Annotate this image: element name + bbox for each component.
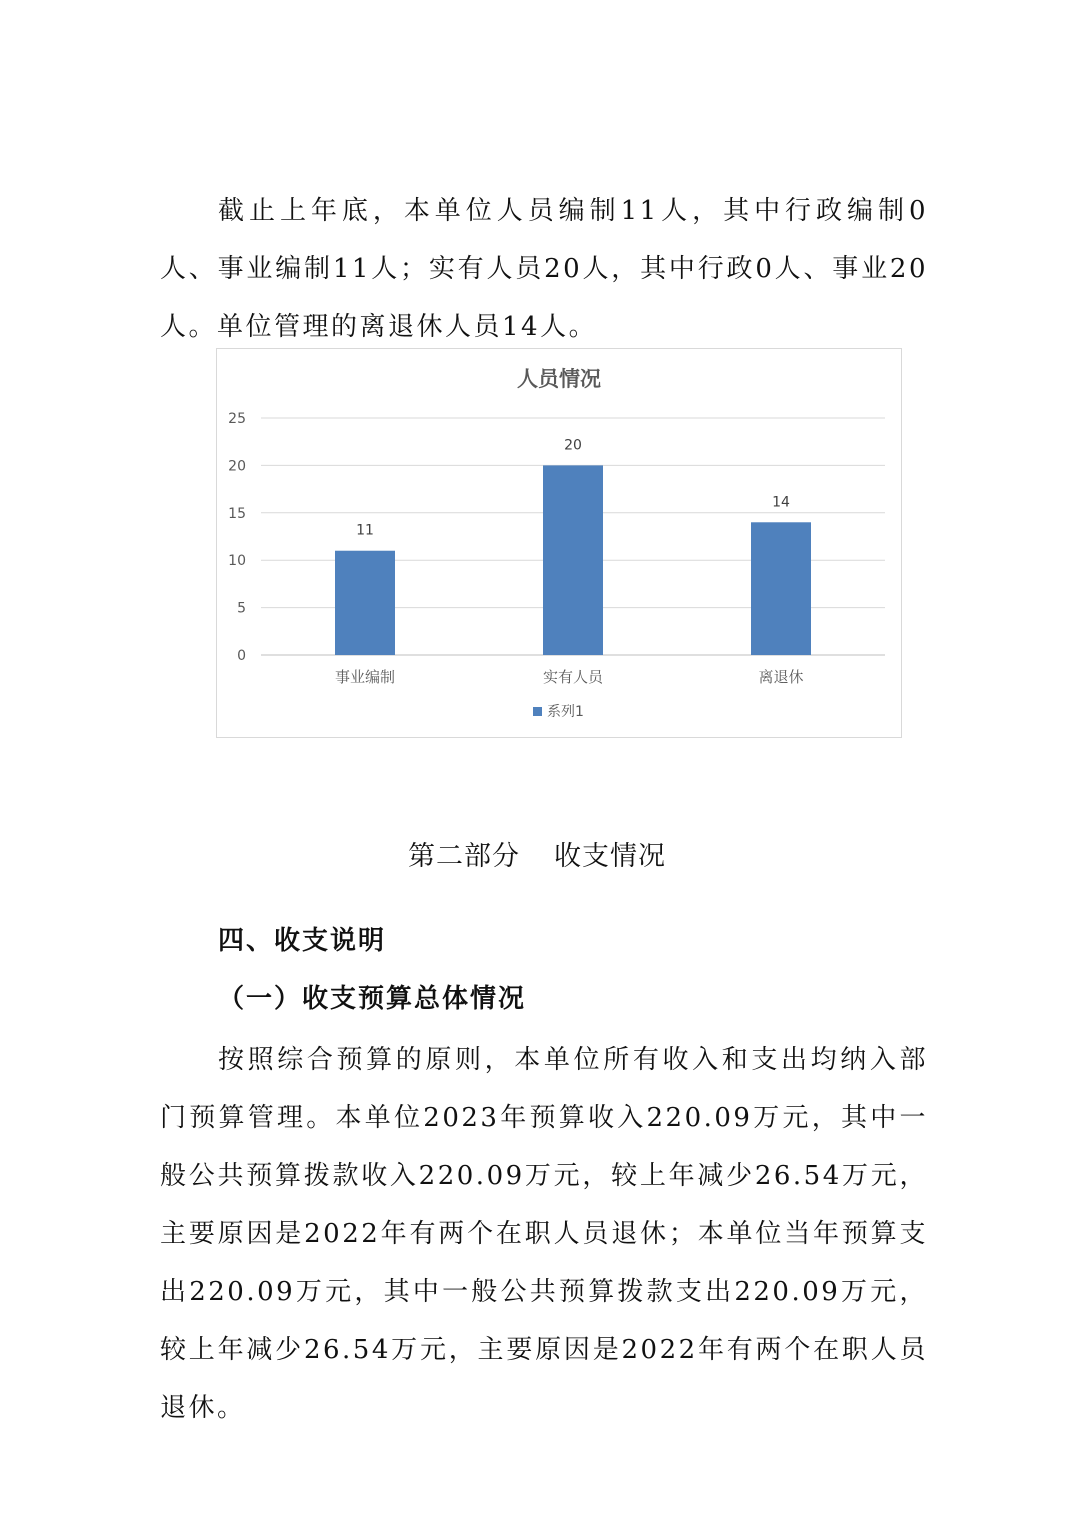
legend-label: 系列1 [547,704,584,720]
section-title-part: 第二部分 [408,841,520,872]
staff-bar-chart [216,348,902,738]
y-tick-label: 15 [228,505,246,522]
y-tick-label: 0 [237,648,246,664]
bar [751,522,811,655]
chart-title: 人员情况 [517,367,601,391]
legend-swatch [533,707,542,716]
section-title-name: 收支情况 [554,841,666,872]
y-tick-label: 5 [237,600,246,617]
staffing-paragraph: 截止上年底，本单位人员编制11人，其中行政编制0人、事业编制11人；实有人员20人，其中行政0人、事业20人。单位管理的离退休人员14人。 [160,196,928,342]
y-tick-label: 25 [228,411,246,427]
bar [543,465,603,655]
heading-income-expense: 四、收支说明 [218,926,387,956]
x-tick-label: 事业编制 [334,668,396,686]
section-title [0,834,1074,873]
x-tick-label: 实有人员 [542,668,604,686]
data-label: 14 [772,494,790,511]
chart-svg [217,349,901,737]
y-tick-label: 20 [228,458,246,475]
chart-legend [533,704,584,720]
data-label: 11 [356,522,374,539]
subheading-budget-overview: （一）收支预算总体情况 [218,984,527,1014]
budget-paragraph: 按照综合预算的原则，本单位所有收入和支出均纳入部门预算管理。本单位2023年预算收入220.09万元，其中一般公共预算拨款收入220.09万元，较上年减少26.54万元，主要原因是2022年有两个在职人员退休；本单位当年预算支出220.09万元，其中一般公共预算拨款支出220.09万元，较上年减少26.54万元，主要原因是2022年有两个在职人员退休。 [160,1045,928,1423]
bar [335,551,395,655]
x-tick-label: 离退休 [758,668,804,686]
y-tick-label: 10 [228,553,246,570]
data-label: 20 [564,437,582,454]
